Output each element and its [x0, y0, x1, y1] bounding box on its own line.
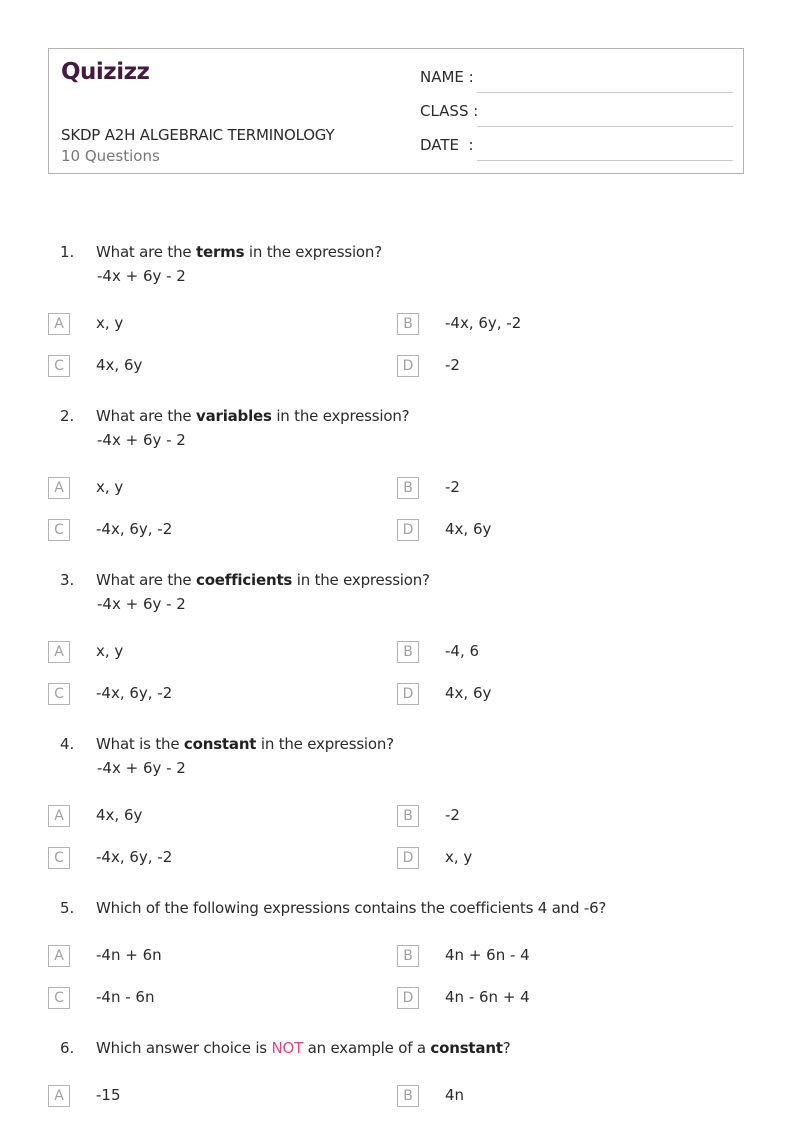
option-text: x, y	[96, 642, 124, 660]
option-text: -4x, 6y, -2	[96, 520, 173, 538]
option-letter-box: A	[48, 477, 70, 499]
option-letter-box: C	[48, 683, 70, 705]
date-line[interactable]	[477, 160, 733, 161]
option-letter-box: D	[397, 683, 419, 705]
class-field	[420, 102, 733, 124]
option-text: -4n + 6n	[96, 946, 162, 964]
option-text: -15	[96, 1086, 121, 1104]
question-number: 4.	[60, 735, 75, 753]
name-line[interactable]	[477, 92, 733, 93]
worksheet-title: SKDP A2H ALGEBRAIC TERMINOLOGY	[61, 126, 335, 144]
option-letter-box: C	[48, 519, 70, 541]
name-field	[420, 68, 733, 90]
worksheet-header	[48, 48, 744, 174]
option-letter-box: B	[397, 313, 419, 335]
option-text: 4x, 6y	[96, 806, 143, 824]
option-text: 4n - 6n + 4	[445, 988, 530, 1006]
question-number: 5.	[60, 899, 75, 917]
option-text: -4n - 6n	[96, 988, 155, 1006]
option-letter-box: C	[48, 987, 70, 1009]
question-text: What are the coefficients in the expression?	[96, 571, 430, 589]
question-number: 2.	[60, 407, 75, 425]
question-number: 3.	[60, 571, 75, 589]
option-letter-box: D	[397, 355, 419, 377]
date-field	[420, 136, 733, 158]
option-text: 4x, 6y	[96, 356, 143, 374]
question-number: 6.	[60, 1039, 75, 1057]
option-letter-box: B	[397, 1085, 419, 1107]
option-text: 4x, 6y	[445, 520, 492, 538]
option-letter-box: B	[397, 641, 419, 663]
class-label: CLASS :	[420, 102, 479, 120]
quizizz-logo: Quizizz	[61, 59, 150, 85]
option-letter-box: B	[397, 805, 419, 827]
option-letter-box: A	[48, 641, 70, 663]
name-label: NAME :	[420, 68, 474, 86]
option-letter-box: A	[48, 1085, 70, 1107]
question-expression: -4x + 6y - 2	[97, 595, 186, 613]
question-text: What are the terms in the expression?	[96, 243, 382, 261]
option-text: -2	[445, 356, 460, 374]
option-text: 4n	[445, 1086, 465, 1104]
question-count: 10 Questions	[61, 147, 160, 165]
question-expression: -4x + 6y - 2	[97, 431, 186, 449]
option-letter-box: A	[48, 945, 70, 967]
question-text: Which answer choice is NOT an example of a constant?	[96, 1039, 511, 1057]
option-letter-box: C	[48, 847, 70, 869]
option-text: x, y	[96, 314, 124, 332]
option-text: 4x, 6y	[445, 684, 492, 702]
option-letter-box: D	[397, 519, 419, 541]
option-letter-box: C	[48, 355, 70, 377]
not-highlight: NOT	[271, 1039, 304, 1057]
option-text: -2	[445, 806, 460, 824]
class-line[interactable]	[477, 126, 733, 127]
option-text: -4x, 6y, -2	[96, 684, 173, 702]
question-text: Which of the following expressions contains the coefficients 4 and -6?	[96, 899, 607, 917]
question-text: What are the variables in the expression?	[96, 407, 410, 425]
option-text: x, y	[96, 478, 124, 496]
option-text: -4, 6	[445, 642, 480, 660]
option-text: -2	[445, 478, 460, 496]
question-expression: -4x + 6y - 2	[97, 267, 186, 285]
option-text: 4n + 6n - 4	[445, 946, 530, 964]
question-text: What is the constant in the expression?	[96, 735, 394, 753]
option-letter-box: A	[48, 805, 70, 827]
option-text: -4x, 6y, -2	[445, 314, 522, 332]
option-letter-box: D	[397, 987, 419, 1009]
option-text: -4x, 6y, -2	[96, 848, 173, 866]
option-text: x, y	[445, 848, 473, 866]
date-label: DATE :	[420, 136, 474, 154]
option-letter-box: A	[48, 313, 70, 335]
question-number: 1.	[60, 243, 75, 261]
question-expression: -4x + 6y - 2	[97, 759, 186, 777]
option-letter-box: B	[397, 477, 419, 499]
option-letter-box: B	[397, 945, 419, 967]
option-letter-box: D	[397, 847, 419, 869]
